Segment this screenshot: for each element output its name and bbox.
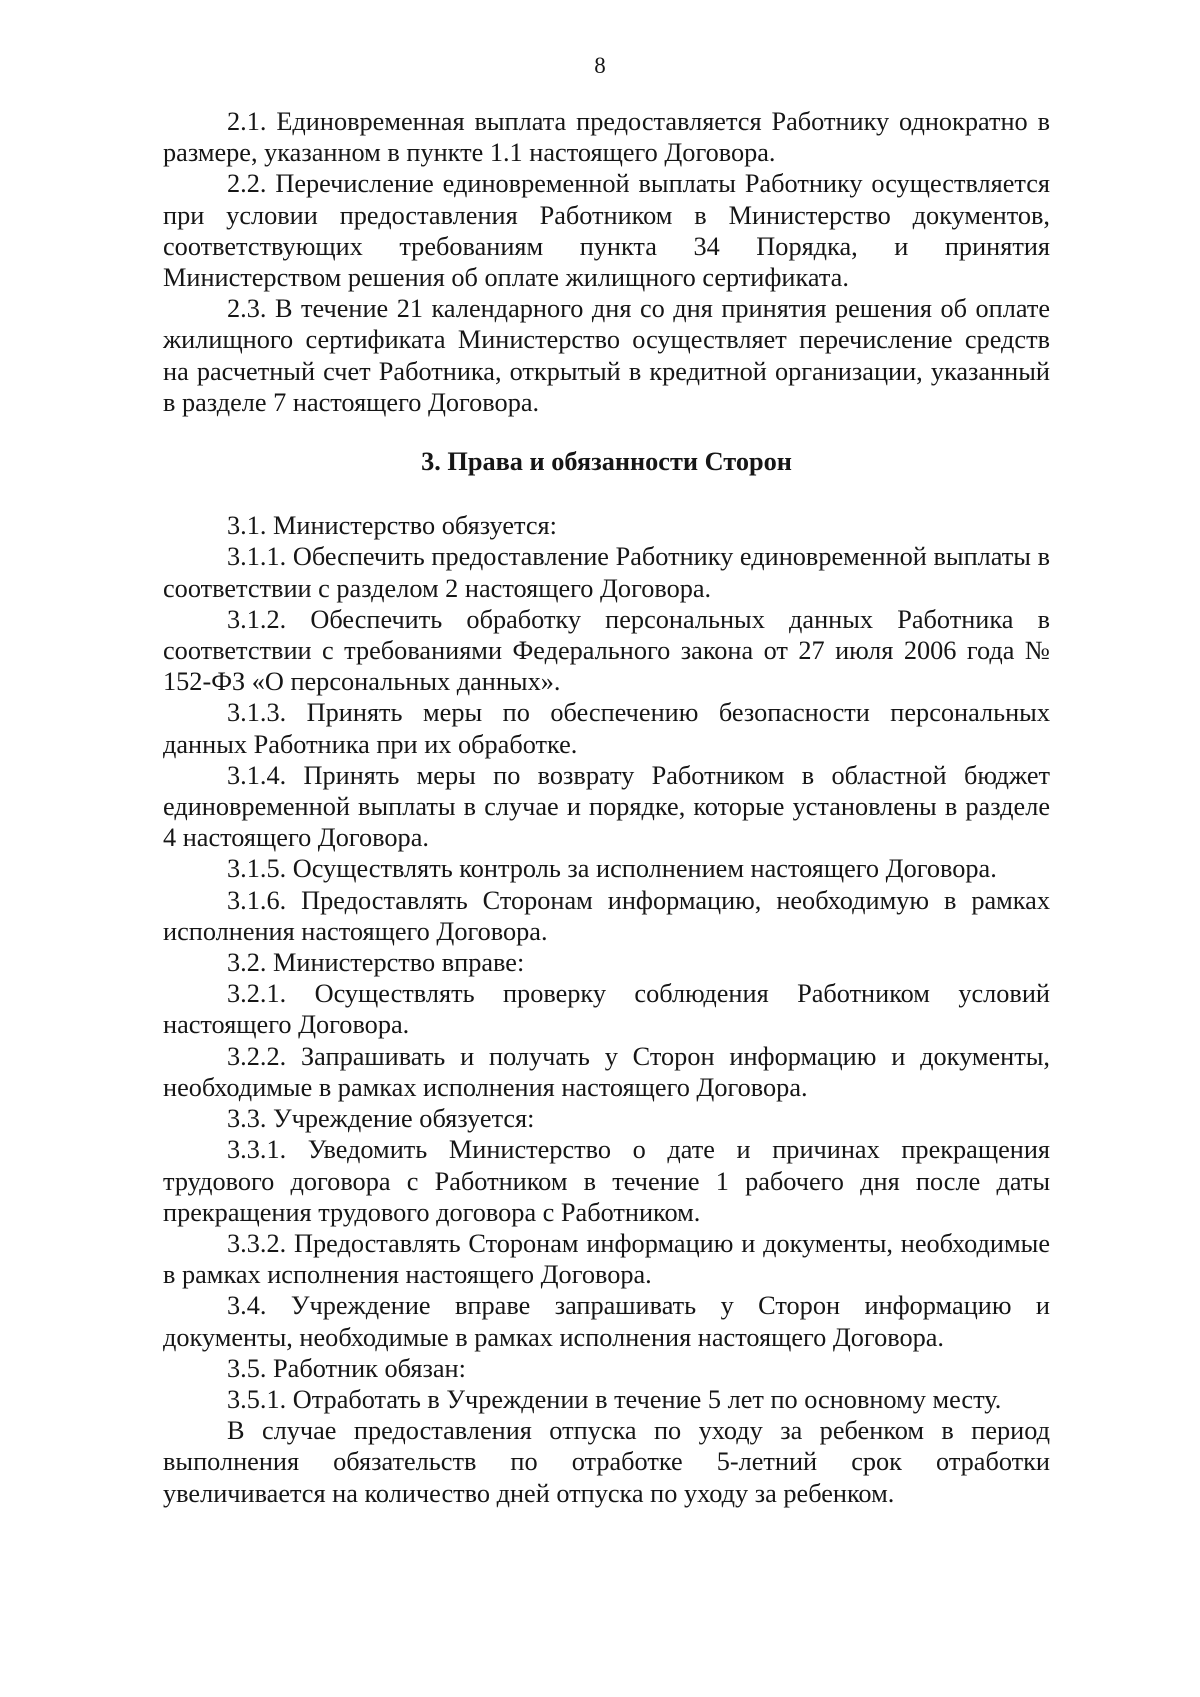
paragraph-3-1-1: 3.1.1. Обеспечить предоставление Работнику единовременной выплаты в соответствии с разделом 2 настоящего Договора. bbox=[163, 542, 1050, 603]
paragraph-3-3-1: 3.3.1. Уведомить Министерство о дате и причинах прекращения трудового договора с Работником в течение 1 рабочего дня после даты прекращения трудового договора с Работником. bbox=[163, 1135, 1050, 1227]
paragraph-3-3-2: 3.3.2. Предоставлять Сторонам информацию и документы, необходимые в рамках исполнения настоящего Договора. bbox=[163, 1228, 1050, 1290]
paragraph-3-5: 3.5. Работник обязан: bbox=[227, 1353, 466, 1383]
paragraph-3-1-4: 3.1.4. Принять меры по возврату Работником в областной бюджет единовременной выплаты в случае и порядке, которые установлены в разделе 4 настоящего Договора. bbox=[163, 760, 1050, 853]
paragraph-2-2: 2.2. Перечисление единовременной выплаты Работнику осуществляется при условии предоставления Работником в Министерство документов, соответствующих требованиям пункта 34 Порядка, и принятия Министерством решения об оплате жилищного сертификата. bbox=[163, 169, 1050, 293]
paragraph-3-2-2: 3.2.2. Запрашивать и получать у Сторон информацию и документы, необходимые в рамках исполнения настоящего Договора. bbox=[163, 1041, 1050, 1102]
paragraph-3-3: 3.3. Учреждение обязуется: bbox=[227, 1104, 535, 1134]
paragraph-3-1-6: 3.1.6. Предоставлять Сторонам информацию, необходимую в рамках исполнения настоящего Договора. bbox=[163, 885, 1050, 946]
paragraph-3-1: 3.1. Министерство обязуется: bbox=[227, 511, 557, 541]
paragraph-3-5-1: 3.5.1. Отработать в Учреждении в течение 5 лет по основному месту. bbox=[227, 1384, 1002, 1414]
paragraph-3-1-3: 3.1.3. Принять меры по обеспечению безопасности персональных данных Работника при их обработке. bbox=[163, 698, 1050, 759]
paragraph-3-2: 3.2. Министерство вправе: bbox=[227, 948, 525, 978]
page-number: 8 bbox=[594, 53, 606, 78]
paragraph-3-4: 3.4. Учреждение вправе запрашивать у Сторон информацию и документы, необходимые в рамках исполнения настоящего Договора. bbox=[163, 1291, 1050, 1352]
paragraph-3-5-1-note: В случае предоставления отпуска по уходу за ребенком в период выполнения обязательств по отработке 5-летний срок отработки увеличивается на количество дней отпуска по уходу за ребенком. bbox=[163, 1416, 1050, 1508]
document-body bbox=[163, 106, 1050, 1509]
section-3-heading: 3. Права и обязанности Сторон bbox=[421, 447, 792, 477]
paragraph-2-1: 2.1. Единовременная выплата предоставляется Работнику однократно в размере, указанном в пункте 1.1 настоящего Договора. bbox=[163, 107, 1050, 168]
paragraph-3-1-2: 3.1.2. Обеспечить обработку персональных данных Работника в соответствии с требованиями Федерального закона от 27 июля 2006 года № 152-ФЗ «О персональных данных». bbox=[163, 604, 1050, 697]
paragraph-3-1-5: 3.1.5. Осуществлять контроль за исполнением настоящего Договора. bbox=[227, 854, 997, 884]
paragraph-2-3: 2.3. В течение 21 календарного дня со дня принятия решения об оплате жилищного сертификата Министерство осуществляет перечисление средств на расчетный счет Работника, открытый в кредитной организации, указанный в разделе 7 настоящего Договора. bbox=[163, 294, 1050, 417]
paragraph-3-2-1: 3.2.1. Осуществлять проверку соблюдения Работником условий настоящего Договора. bbox=[163, 979, 1050, 1040]
